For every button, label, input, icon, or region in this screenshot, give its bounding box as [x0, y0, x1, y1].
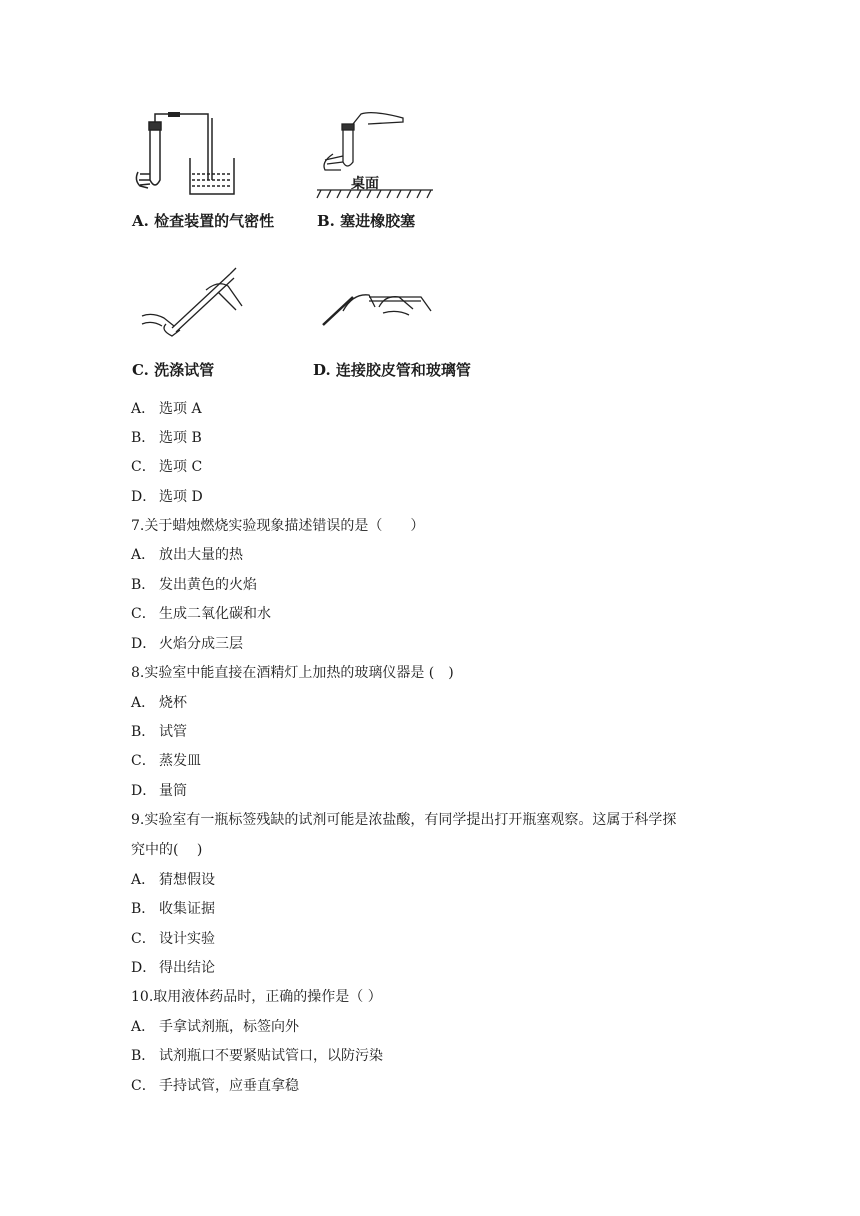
figure-a	[128, 110, 275, 230]
q6-option-d[interactable]: D． 选项 D	[131, 489, 203, 505]
q10-stem: 10.取用液体药品时，正确的操作是（ ）	[131, 989, 382, 1005]
q10-option-a[interactable]: A． 手拿试剂瓶，标签向外	[131, 1019, 299, 1035]
q9-option-c[interactable]: C． 设计实验	[131, 931, 215, 947]
q9-option-d[interactable]: D． 得出结论	[131, 960, 215, 976]
q8-stem: 8.实验室中能直接在酒精灯上加热的玻璃仪器是 ( )	[131, 665, 454, 681]
figure-c-caption: C. 洗涤试管	[132, 361, 215, 379]
figure-b-caption: B. 塞进橡胶塞	[317, 212, 416, 230]
q7-stem: 7.关于蜡烛燃烧实验现象描述错误的是（ ）	[131, 518, 425, 534]
q9-stem-line-2: 究中的( )	[131, 842, 203, 858]
tube-connection-drawing	[313, 285, 503, 335]
q6-option-a[interactable]: A． 选项 A	[131, 401, 202, 417]
figure-b	[313, 104, 443, 230]
q10-option-b[interactable]: B． 试剂瓶口不要紧贴试管口，以防污染	[131, 1048, 383, 1064]
q8-option-b[interactable]: B． 试管	[131, 724, 187, 740]
q9-stem-line-1: 9.实验室有一瓶标签残缺的试剂可能是浓盐酸，有同学提出打开瓶塞观察。这属于科学探	[131, 812, 677, 828]
q7-option-b[interactable]: B． 发出黄色的火焰	[131, 577, 257, 593]
q6-option-b[interactable]: B． 选项 B	[131, 430, 202, 446]
figure-d-caption: D. 连接胶皮管和玻璃管	[313, 361, 471, 379]
q8-option-c[interactable]: C． 蒸发皿	[131, 753, 201, 769]
q10-option-c[interactable]: C． 手持试管，应垂直拿稳	[131, 1078, 299, 1094]
q9-option-a[interactable]: A． 猜想假设	[131, 872, 215, 888]
figure-a-caption: A. 检查装置的气密性	[132, 212, 275, 230]
q9-option-b[interactable]: B． 收集证据	[131, 901, 215, 917]
q8-option-a[interactable]: A． 烧杯	[131, 695, 187, 711]
q7-option-a[interactable]: A． 放出大量的热	[131, 547, 243, 563]
q7-option-d[interactable]: D． 火焰分成三层	[131, 636, 243, 652]
test-tube-washing-drawing	[132, 266, 262, 346]
q6-option-c[interactable]: C． 选项 C	[131, 459, 203, 475]
figure-b-desk-label: 桌面	[351, 176, 379, 192]
q8-option-d[interactable]: D． 量筒	[131, 783, 187, 799]
figure-c	[132, 266, 262, 379]
q7-option-c[interactable]: C． 生成二氧化碳和水	[131, 606, 271, 622]
figure-d	[313, 285, 503, 377]
airtightness-apparatus-drawing	[128, 110, 248, 200]
